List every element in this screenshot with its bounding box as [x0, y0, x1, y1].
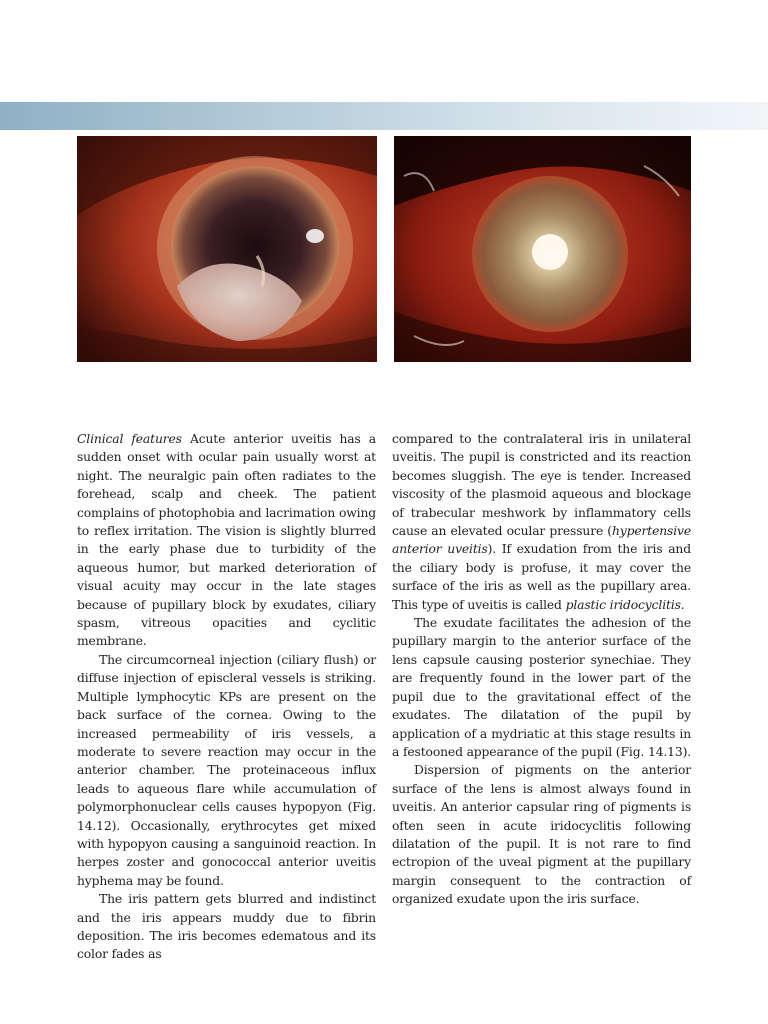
paragraph-iris-pattern: The iris pattern gets blurred and indistinct and the iris appears muddy due to fibrin deposition. The iris becomes edematous and its color fades as [77, 892, 376, 962]
paragraph-text: . [680, 597, 685, 612]
paragraph-text: Acute anterior uveitis has a sudden onset with ocular pain usually worst at night. The neuralgic pain often radiates to the forehead, scalp and cheek. The patient complains of photophobia and lacrimation owing to reflex irritation. The vision is slightly blurred in the early phase due to turbidity of the aqueous humor, but marked deterioration of visual acuity may occur in the late stages because of pupillary block by exudates, ciliary spasm, vitreous opacities and cyclitic membrane. [77, 432, 377, 649]
paragraph-posterior-synechiae: The exudate facilitates the adhesion of the pupillary margin to the anterior surface of the lens capsule causing posterior synechiae. They are frequently found in the lower part of the pupil due to the gravitational effect of the exudates. The dilatation of the pupil by application of a mydriatic at this stage results in a festooned appearance of the pupil (Fig. 14.13). [392, 616, 692, 759]
eye-hypopyon-photo [77, 136, 377, 362]
eye-festooned-pupil-icon [394, 136, 691, 362]
paragraph-ciliary-flush: The circumcorneal injection (ciliary flush) or diffuse injection of episcleral vessels is striking. Multiple lymphocytic KPs are present on the back surface of the cornea. Owing to the increased permeability of iris vessels, a moderate to severe reaction may occur in the anterior chamber. The proteinaceous influx leads to aqueous flare while accumulation of polymorphonuclear cells causes hypopyon (Fig. 14.12). Occasionally, erythrocytes get mixed with hypopyon causing a sanguinoid reaction. In herpes zoster and gonococcal anterior uveitis hyphema may be found. [77, 652, 376, 888]
text-column-right [392, 430, 691, 909]
eye-festooned-pupil-photo [394, 136, 691, 362]
text-column-left [77, 430, 376, 964]
paragraph-clinical-features [77, 430, 376, 651]
eye-hypopyon-icon [77, 136, 377, 362]
clinical-features-heading: Clinical features [77, 432, 182, 446]
header-band [0, 102, 768, 130]
term-plastic-iridocyclitis: plastic iridocyclitis [565, 597, 681, 612]
paragraph-pupil-reaction [392, 430, 691, 614]
paragraph-text: compared to the contralateral iris in unilateral uveitis. The pupil is constricted and its reaction becomes sluggish. The eye is tender. Increased viscosity of the plasmoid aqueous and blockage of trabecular meshwork by inflammatory cells cause an elevated ocular pressure ( [392, 432, 691, 539]
paragraph-pigment-dispersion: Dispersion of pigments on the anterior surface of the lens is almost always found in uveitis. An anterior capsular ring of pigments is often seen in acute iridocyclitis following dilatation of the pupil. It is not rare to find ectropion of the uveal pigment at the pupillary margin consequent to the contraction of organized exudate upon the iris surface. [392, 763, 691, 907]
paragraph-text: ). If exudation from the iris and the ciliary body is profuse, it may cover the surface of the iris as well as the pupillary area. This type of uveitis is called [392, 542, 691, 612]
term-hypertensive-anterior-uveitis: hypertensive anterior uveitis [392, 524, 691, 557]
